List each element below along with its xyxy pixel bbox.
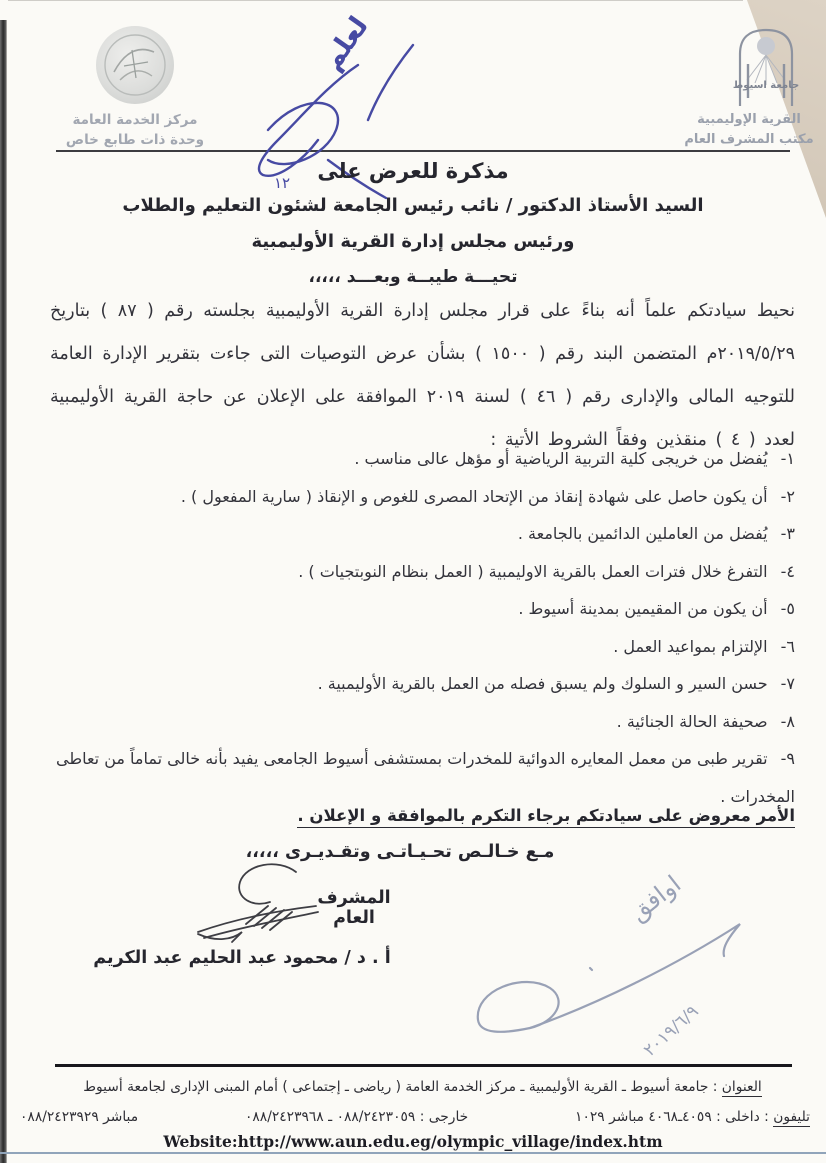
condition-number: ٥- <box>780 599 795 618</box>
condition-text: حسن السير و السلوك ولم يسبق فصله من العمل بالقرية الأوليمبية . <box>317 674 768 693</box>
closing-regards: مـع خـالـص تحـيـاتـى وتقـديـرى ،،،،، <box>245 842 555 862</box>
salutation-line: تحيـــة طيبــة وبعـــد ،،،،، <box>308 267 518 287</box>
condition-text: يُفضل من العاملين الدائمين بالجامعة . <box>517 524 768 543</box>
condition-row <box>50 553 795 591</box>
footer-website-line <box>0 1132 826 1151</box>
condition-row <box>50 703 795 741</box>
addressee-line-2: ورئيس مجلس إدارة القرية الأوليمبية <box>251 231 575 252</box>
condition-text: تقرير طبى من معمل المعايره الدوائية للمخدرات بمستشفى أسيوط الجامعى يفيد بأنه خالى تماماً من تعاطى المخدرات . <box>56 749 795 806</box>
university-name-calligraphy: جامعة اسيوط <box>733 80 799 91</box>
condition-number: ١- <box>780 449 795 468</box>
approval-date: ٢٠١٩/٦/٩ <box>639 1001 703 1061</box>
phone-external-segment: خارجى : ٠٨٨/٢٤٢٣٠٥٩ ـ ٠٨٨/٢٤٢٣٩٦٨ <box>244 1109 469 1125</box>
title-block <box>0 154 826 294</box>
address-text: : جامعة أسيوط ـ القرية الأوليمبية ـ مركز الخدمة العامة ( رياضى ـ إجتماعى ) أمام المبنى الإدارى لجامعة أسيوط <box>83 1079 718 1095</box>
top-note-word: لعلم <box>316 11 375 77</box>
scan-top-edge <box>8 0 743 1</box>
condition-row <box>50 740 795 815</box>
signer-name: أ . د / محمود عبد الحليم عبد الكريم <box>93 948 391 968</box>
condition-row <box>50 515 795 553</box>
condition-row <box>50 440 795 478</box>
footer-bottom-rule <box>0 1152 826 1154</box>
condition-number: ٣- <box>780 524 795 543</box>
condition-row <box>50 478 795 516</box>
condition-number: ٦- <box>780 636 795 656</box>
condition-number: ٢- <box>780 486 795 506</box>
conditions-list <box>50 440 795 815</box>
top-note-number: ١٢ <box>274 174 291 192</box>
approval-word: اوافق <box>624 869 687 927</box>
website-url: Website:http://www.aun.edu.eg/olympic_village/index.htm <box>163 1132 663 1151</box>
phone-internal-segment: تليفون : داخلى : ٤٠٥٩ـ٤٠٦٨ مباشر ١٠٢٩ <box>575 1109 810 1125</box>
footer-phone-line <box>20 1104 810 1130</box>
condition-row <box>50 665 795 703</box>
condition-text: التفرغ خلال فترات العمل بالقرية الاوليمبية ( العمل بنظام النوبتجيات ) . <box>298 561 768 581</box>
address-label: العنوان <box>721 1079 762 1095</box>
org-name-left: مركز الخدمة العامة <box>72 112 198 128</box>
public-service-center-emblem-icon <box>96 26 174 104</box>
phone-label: تليفون <box>773 1109 810 1125</box>
header-left-org <box>40 110 230 150</box>
condition-text: أن يكون حاصل على شهادة إنقاذ من الإتحاد المصرى للغوص و الإنقاذ ( سارية المفعول ) . <box>180 486 768 506</box>
memo-title: مذكرة للعرض على <box>317 159 509 183</box>
org-name-right: القرية الإوليمبية <box>697 112 801 127</box>
condition-row <box>50 590 795 628</box>
org-unit-left: وحدة ذات طابع خاص <box>65 132 205 148</box>
footer-rule <box>55 1064 792 1067</box>
condition-number: ٨- <box>780 711 795 731</box>
condition-text: أن يكون من المقيمين بمدينة أسيوط . <box>518 599 768 618</box>
org-office-right: مكتب المشرف العام <box>684 132 814 147</box>
condition-number: ٩- <box>780 749 795 768</box>
assiut-university-arch-icon <box>733 24 799 108</box>
official-signature-icon <box>128 860 323 955</box>
condition-number: ٧- <box>780 674 795 693</box>
request-line: الأمر معروض على سيادتكم برجاء التكرم بالموافقة و الإعلان . <box>50 806 795 825</box>
condition-text: الإلتزام بمواعيد العمل . <box>613 636 768 656</box>
phone-direct-segment: مباشر ٠٨٨/٢٤٢٣٩٢٩ <box>20 1109 139 1125</box>
condition-number: ٤- <box>780 561 795 581</box>
approval-annotation <box>438 852 773 1067</box>
condition-row <box>50 628 795 666</box>
addressee-line-1: السيد الأستاذ الدكتور / نائب رئيس الجامعة لشئون التعليم والطلاب <box>122 195 704 216</box>
signer-title: المشرف العام <box>317 888 391 928</box>
condition-text: صحيفة الحالة الجنائية . <box>616 711 768 731</box>
memo-body-paragraph: نحيط سيادتكم علماً أنه بناءً على قرار مجلس إدارة القرية الأوليمبية بجلسته رقم ( ٨٧ ) بتاريخ ٢٠١٩/٥/٢٩م المتضمن البند رقم ( ١٥٠٠ ) بشأن عرض التوصيات التى جاءت بتقرير الإدارة العامة للتوجيه المالى والإدارى رقم ( ٤٦ ) لسنة ٢٠١٩ الموافقة على الإعلان عن حاجة القرية الأوليمبية لعدد ( ٤ ) منقذين وفقاً الشروط الأتية : <box>50 301 795 450</box>
condition-text: يُفضل من خريجى كلية التربية الرياضية أو مؤهل عالى مناسب . <box>354 449 768 468</box>
header-right-org <box>676 110 822 150</box>
footer-address-line <box>45 1074 800 1100</box>
